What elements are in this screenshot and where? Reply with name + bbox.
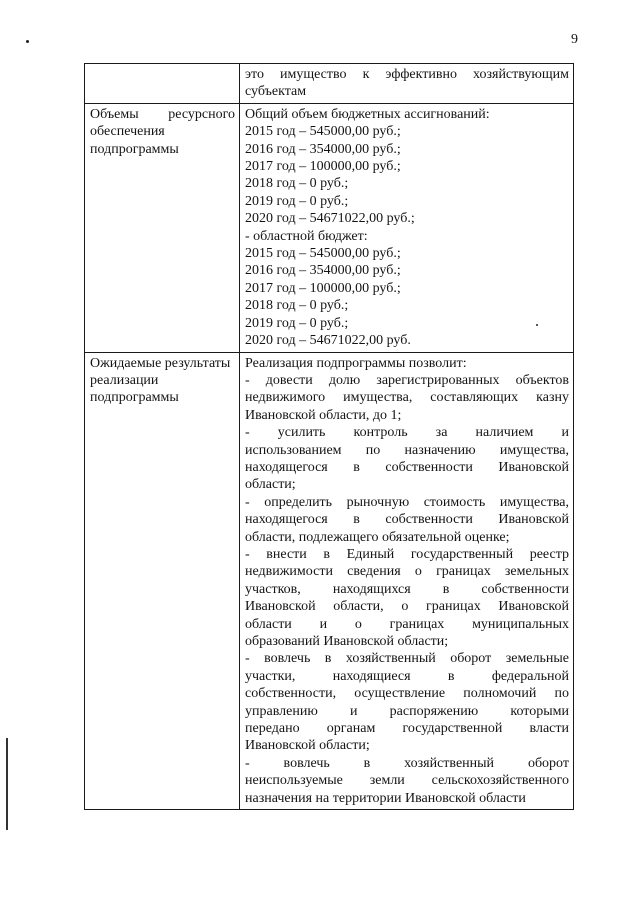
text-line: использованием по назначению имущества, xyxy=(245,442,569,458)
text-line: Реализация подпрограммы позволит: xyxy=(245,355,467,371)
text-line: Ивановской области, о границах Ивановской xyxy=(245,599,569,615)
row-value-cell xyxy=(240,64,574,104)
text-line: участки, находящиеся в федеральной xyxy=(245,668,569,684)
text-line: образований Ивановской области; xyxy=(245,634,449,649)
label-line: реализации xyxy=(90,372,159,388)
text-line: Ивановской области, до 1; xyxy=(245,407,402,423)
text-line: недвижимости сведения о границах земельных xyxy=(245,564,569,580)
text-line: назначения на территории Ивановской области xyxy=(245,790,526,806)
row-label-cell xyxy=(85,64,240,104)
text-line: 2020 год – 54671022,00 руб. xyxy=(245,333,411,349)
row-value-cell xyxy=(240,352,574,810)
row-value-cell xyxy=(240,103,574,352)
text-line: 2017 год – 100000,00 руб.; xyxy=(245,159,401,175)
text-line: области и о границах муниципальных xyxy=(245,616,569,632)
label-line: Ожидаемые результаты xyxy=(90,355,231,371)
text-line: 2017 год – 100000,00 руб.; xyxy=(245,280,401,296)
text-line: области; xyxy=(245,477,296,493)
text-line: субъектам xyxy=(245,84,307,100)
text-line: - вовлечь в хозяйственный оборот xyxy=(245,755,569,771)
text-line: 2016 год – 354000,00 руб.; xyxy=(245,263,401,279)
text-line: - внести в Единый государственный реестр xyxy=(245,546,569,562)
text-line: области, подлежащего обязательной оценке; xyxy=(245,529,510,545)
text-line: неиспользуемые земли сельскохозяйственного xyxy=(245,773,569,789)
text-line: - довести долю зарегистрированных объектов xyxy=(245,372,569,388)
subprogram-passport-table xyxy=(84,63,574,810)
text-line: Общий объем бюджетных ассигнований: xyxy=(245,106,490,122)
table-row xyxy=(85,352,574,810)
text-line: передано органам государственной власти xyxy=(245,721,569,737)
text-line: участков, находящихся в собственности xyxy=(245,581,569,597)
label-line: подпрограммы xyxy=(90,390,179,406)
text-line: 2015 год – 545000,00 руб.; xyxy=(245,246,401,262)
text-line: - областной бюджет: xyxy=(245,228,368,244)
text-line: Ивановской области; xyxy=(245,738,370,754)
row-label-cell xyxy=(85,103,240,352)
text-line: 2016 год – 354000,00 руб.; xyxy=(245,141,401,157)
text-line: недвижимого имущества, составляющих казну xyxy=(245,390,569,406)
label-line xyxy=(90,106,235,123)
text-line: - усилить контроль за наличием и xyxy=(245,425,569,441)
text-line: - определить рыночную стоимость имущества, xyxy=(245,494,569,510)
label-line: подпрограммы xyxy=(90,141,179,157)
scan-margin-mark xyxy=(6,738,8,830)
text-line: 2015 год – 545000,00 руб.; xyxy=(245,124,401,140)
label-line: обеспечения xyxy=(90,124,165,140)
label-word: Объемы xyxy=(90,106,139,122)
table-row xyxy=(85,64,574,104)
text-line: 2019 год – 0 руб.; xyxy=(245,315,349,331)
text-line: находящегося в собственности Ивановской xyxy=(245,459,569,475)
row-label-cell xyxy=(85,352,240,810)
label-word: ресурсного xyxy=(168,106,235,122)
text-line: собственности, осуществление полномочий по xyxy=(245,686,569,702)
text-line: 2018 год – 0 руб.; xyxy=(245,176,349,192)
page-number: 9 xyxy=(571,32,578,47)
text-line: 2020 год – 54671022,00 руб.; xyxy=(245,211,415,227)
table-row xyxy=(85,103,574,352)
text-line: управлению и распоряжению которыми xyxy=(245,703,569,719)
text-line: - вовлечь в хозяйственный оборот земельные xyxy=(245,651,569,667)
text-line: 2018 год – 0 руб.; xyxy=(245,298,349,314)
text-line: 2019 год – 0 руб.; xyxy=(245,193,349,209)
text-line: это имущество к эффективно хозяйствующим xyxy=(245,67,569,82)
text-line: находящегося в собственности Ивановской xyxy=(245,512,569,528)
scan-speck xyxy=(26,40,29,43)
